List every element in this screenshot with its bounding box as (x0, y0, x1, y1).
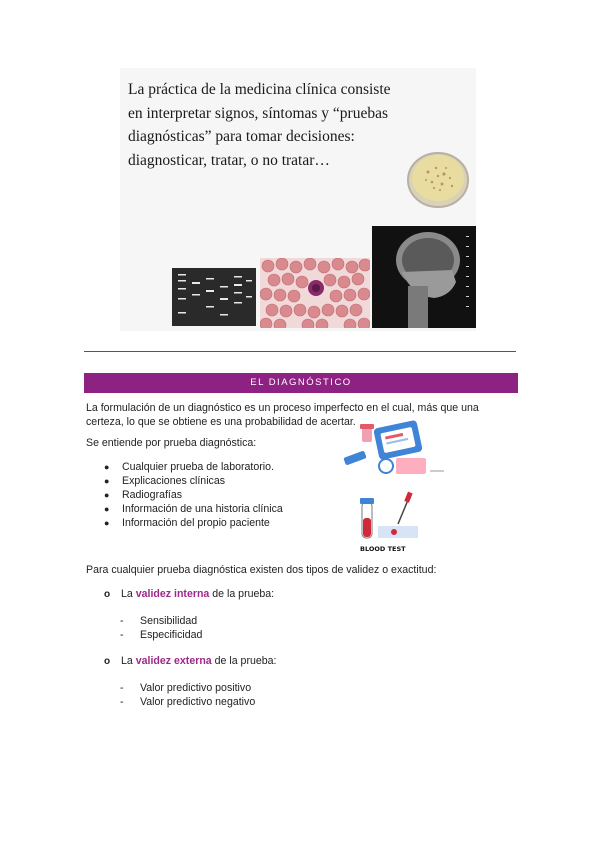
list-item: ● Explicaciones clínicas (104, 475, 226, 487)
validity-internal: o La validez interna de la prueba: (104, 588, 275, 600)
blood-test-illustration (334, 418, 452, 556)
list-item: ● Radiografías (104, 489, 183, 501)
list-item: ● Cualquier prueba de laboratorio. (104, 461, 274, 473)
list-item: - Valor predictivo negativo (120, 696, 256, 708)
hero-image (120, 68, 476, 331)
blood-smear-image (260, 258, 370, 328)
list-item: - Sensibilidad (120, 615, 198, 627)
intro-paragraph: La formulación de un diagnóstico es un proceso imperfecto en el cual, más que una certeza, lo que se obtiene es una probabilidad de acertar. (86, 402, 479, 428)
definition-lead: Se entiende por prueba diagnóstica: (86, 437, 257, 449)
list-item: ● Información del propio paciente (104, 517, 270, 529)
gel-electrophoresis-image (172, 268, 256, 326)
illustration-caption: BLOOD TEST (360, 545, 406, 553)
petri-dish-image (406, 146, 470, 210)
hero-quote: La práctica de la medicina clínica consiste en interpretar signos, síntomas y “pruebas diagnósticas” para tomar decisiones: diagnosticar, tratar, o no tratar… (128, 81, 391, 169)
list-item: ● Información de una historia clínica (104, 503, 283, 515)
validity-lead: Para cualquier prueba diagnóstica existen dos tipos de validez o exactitud: (86, 564, 437, 576)
skull-xray-image (372, 226, 476, 328)
section-divider (84, 351, 516, 352)
section-title: EL DIAGNÓSTICO (84, 373, 518, 393)
list-item: - Especificidad (120, 629, 203, 641)
validity-external: o La validez externa de la prueba: (104, 655, 277, 667)
list-item: - Valor predictivo positivo (120, 682, 252, 694)
